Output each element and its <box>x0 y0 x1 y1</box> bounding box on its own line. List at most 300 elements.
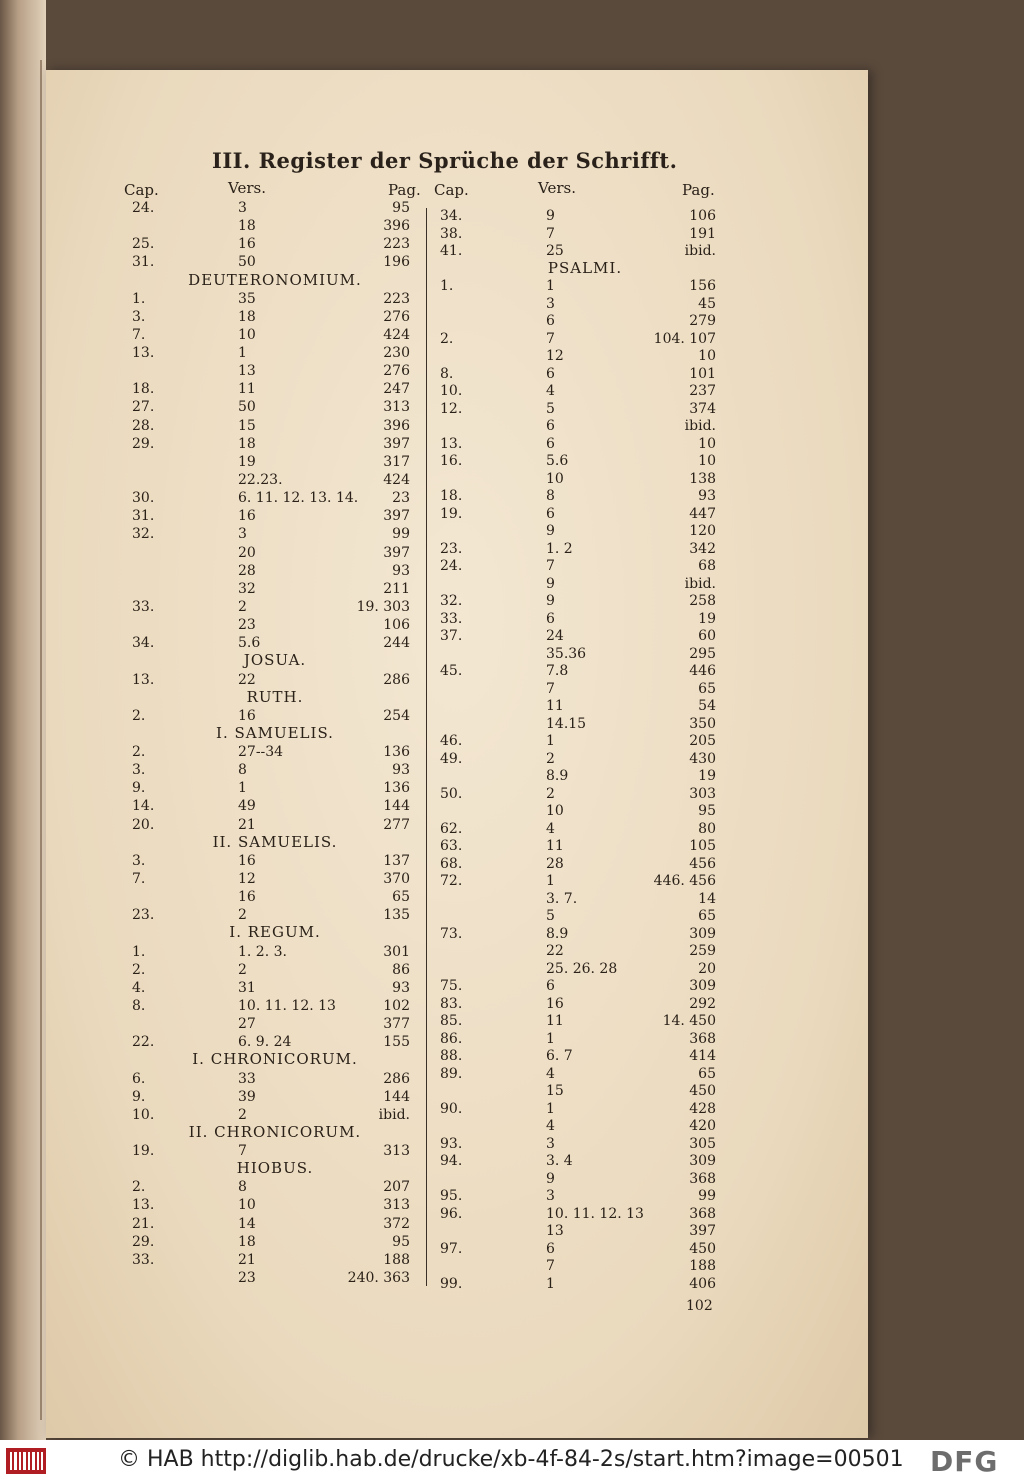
right-header-pag: Pag. <box>682 181 715 199</box>
index-pag: 428 <box>689 1100 716 1117</box>
index-cap: 1. <box>440 278 454 295</box>
left-header-vers: Vers. <box>228 179 266 197</box>
index-cap: 63. <box>440 838 463 855</box>
index-pag: 93 <box>392 762 410 779</box>
index-pag: 368 <box>689 1170 716 1187</box>
index-vers: 10 <box>546 470 564 487</box>
index-pag: 230 <box>383 345 410 362</box>
index-vers: 10 <box>238 326 256 343</box>
index-pag: 86 <box>392 961 410 978</box>
section-heading: I. CHRONICORUM. <box>192 1050 358 1069</box>
index-pag: ibid. <box>684 418 716 435</box>
copyright-url-text: © HAB http://diglib.hab.de/drucke/xb-4f-84-2s/start.htm?image=00501 <box>118 1447 904 1472</box>
index-pag: 102 <box>383 997 410 1014</box>
index-pag: 414 <box>689 1048 716 1065</box>
index-pag: 65 <box>392 889 410 906</box>
index-vers: 23 <box>238 617 256 634</box>
column-divider <box>426 208 427 1286</box>
index-vers: 1. 2 <box>546 540 573 557</box>
hab-barcode-icon <box>6 1448 46 1474</box>
index-vers: 6 <box>546 610 555 627</box>
index-cap: 62. <box>440 820 463 837</box>
index-pag: 397 <box>383 544 410 561</box>
index-cap: 13. <box>132 1197 155 1214</box>
index-pag: 397 <box>383 508 410 525</box>
left-header-pag: Pag. <box>388 181 421 199</box>
index-pag: 286 <box>383 671 410 688</box>
index-pag: 144 <box>383 1088 410 1105</box>
index-pag: 309 <box>689 925 716 942</box>
index-vers: 8.9 <box>546 768 569 785</box>
index-vers: 16 <box>238 852 256 869</box>
index-cap: 23. <box>440 540 463 557</box>
index-cap: 88. <box>440 1048 463 1065</box>
index-pag: 135 <box>383 907 410 924</box>
index-pag: 259 <box>689 943 716 960</box>
index-pag: 313 <box>383 399 410 416</box>
index-pag: 301 <box>383 943 410 960</box>
index-cap: 34. <box>440 208 463 224</box>
index-pag: 303 <box>689 785 716 802</box>
index-pag: 211 <box>383 580 410 597</box>
index-pag: 350 <box>689 715 716 732</box>
index-vers: 1 <box>546 1100 555 1117</box>
index-vers: 1. 2. 3. <box>238 943 287 960</box>
index-pag: 396 <box>383 218 410 235</box>
index-pag: 240. 363 <box>347 1270 410 1286</box>
index-vers: 13 <box>546 1223 564 1240</box>
index-pag: 450 <box>689 1083 716 1100</box>
index-cap: 8. <box>132 997 146 1014</box>
index-cap: 10. <box>132 1106 155 1123</box>
index-pag: 424 <box>383 326 410 343</box>
section-heading: HIOBUS. <box>236 1159 314 1178</box>
index-vers: 22.23. <box>238 472 283 489</box>
index-vers: 32 <box>238 580 256 597</box>
index-vers: 1 <box>238 345 247 362</box>
index-pag: 313 <box>383 1197 410 1214</box>
index-cap: 30. <box>132 490 155 507</box>
index-pag: 106 <box>689 208 716 224</box>
index-cap: 16. <box>440 453 463 470</box>
index-vers: 9 <box>546 1170 555 1187</box>
index-pag: 155 <box>383 1034 410 1051</box>
index-vers: 7 <box>546 558 555 575</box>
index-pag: 65 <box>698 908 716 925</box>
index-pag: 292 <box>689 995 716 1012</box>
index-vers: 3. 4 <box>546 1153 573 1170</box>
index-vers: 27 <box>238 1016 256 1033</box>
book-spine <box>40 60 42 1420</box>
index-vers: 16 <box>238 707 256 724</box>
index-pag: 104. 107 <box>653 330 716 347</box>
index-vers: 3 <box>238 200 247 216</box>
index-vers: 6. 9. 24 <box>238 1034 292 1051</box>
index-pag: 317 <box>383 453 410 470</box>
index-cap: 4. <box>132 979 146 996</box>
index-pag: 456 <box>689 855 716 872</box>
index-cap: 9. <box>132 1088 146 1105</box>
index-cap: 24. <box>440 558 463 575</box>
index-cap: 22. <box>132 1034 155 1051</box>
index-vers: 21 <box>238 1251 256 1268</box>
index-vers: 7.8 <box>546 663 569 680</box>
index-vers: 11 <box>546 698 564 715</box>
index-pag: 19 <box>698 610 716 627</box>
index-vers: 6 <box>546 418 555 435</box>
index-vers: 3 <box>546 1188 555 1205</box>
index-cap: 33. <box>132 598 155 615</box>
index-vers: 12 <box>238 871 256 888</box>
index-vers: 11 <box>546 1013 564 1030</box>
left-header-cap: Cap. <box>124 181 159 199</box>
index-vers: 35.36 <box>546 645 587 662</box>
index-pag: 244 <box>383 635 410 652</box>
index-cap: 72. <box>440 873 463 890</box>
index-vers: 1 <box>238 780 247 797</box>
index-cap: 25. <box>132 236 155 253</box>
index-pag: 279 <box>689 313 716 330</box>
index-pag: 396 <box>383 417 410 434</box>
index-vers: 14 <box>238 1215 256 1232</box>
index-pag: 450 <box>689 1240 716 1257</box>
index-pag: 196 <box>383 254 410 271</box>
index-cap: 1. <box>132 943 146 960</box>
index-cap: 45. <box>440 663 463 680</box>
index-vers: 9 <box>546 575 555 592</box>
index-vers: 25. 26. 28 <box>546 960 618 977</box>
index-vers: 2 <box>238 1106 247 1123</box>
index-cap: 95. <box>440 1188 463 1205</box>
index-cap: 32. <box>132 526 155 543</box>
index-pag: 377 <box>383 1016 410 1033</box>
index-cap: 32. <box>440 593 463 610</box>
index-pag: 188 <box>689 1258 716 1275</box>
index-pag: 95 <box>392 1233 410 1250</box>
index-pag: 10 <box>698 435 716 452</box>
index-vers: 6 <box>546 435 555 452</box>
index-cap: 19. <box>440 505 463 522</box>
index-vers: 3 <box>546 295 555 312</box>
index-pag: 136 <box>383 780 410 797</box>
index-cap: 46. <box>440 733 463 750</box>
index-cap: 38. <box>440 225 463 242</box>
index-vers: 7 <box>546 1258 555 1275</box>
index-pag: 258 <box>689 593 716 610</box>
index-cap: 13. <box>132 345 155 362</box>
index-pag: 374 <box>689 400 716 417</box>
index-pag: 223 <box>383 290 410 307</box>
index-pag: ibid. <box>378 1106 410 1123</box>
index-vers: 39 <box>238 1088 256 1105</box>
index-cap: 96. <box>440 1205 463 1222</box>
index-pag: 254 <box>383 707 410 724</box>
index-cap: 31. <box>132 508 155 525</box>
index-cap: 28. <box>132 417 155 434</box>
index-pag: 447 <box>689 505 716 522</box>
index-pag: 430 <box>689 750 716 767</box>
index-cap: 12. <box>440 400 463 417</box>
index-pag: 68 <box>698 558 716 575</box>
index-pag: 105 <box>689 838 716 855</box>
index-vers: 18 <box>238 218 256 235</box>
index-pag: 286 <box>383 1070 410 1087</box>
index-cap: 2. <box>132 707 146 724</box>
section-heading: JOSUA. <box>243 651 307 670</box>
index-vers: 8 <box>238 762 247 779</box>
index-vers: 8 <box>546 488 555 505</box>
index-cap: 93. <box>440 1135 463 1152</box>
index-vers: 3 <box>546 1135 555 1152</box>
index-pag: 65 <box>698 680 716 697</box>
index-vers: 28 <box>546 855 564 872</box>
index-vers: 33 <box>238 1070 256 1087</box>
index-vers: 10 <box>546 803 564 820</box>
index-vers: 13 <box>238 363 256 380</box>
index-cap: 7. <box>132 871 146 888</box>
index-pag: 144 <box>383 798 410 815</box>
index-pag: 276 <box>383 363 410 380</box>
index-cap: 94. <box>440 1153 463 1170</box>
index-pag: 19 <box>698 768 716 785</box>
index-pag: 93 <box>392 979 410 996</box>
index-pag: 370 <box>383 871 410 888</box>
index-cap: 27. <box>132 399 155 416</box>
index-vers: 4 <box>546 820 555 837</box>
index-cap: 68. <box>440 855 463 872</box>
index-vers: 1 <box>546 1276 555 1292</box>
index-pag: 276 <box>383 308 410 325</box>
index-vers: 15 <box>546 1083 564 1100</box>
index-pag: 247 <box>383 381 410 398</box>
index-pag: 14 <box>698 890 716 907</box>
index-vers: 6 <box>546 505 555 522</box>
index-pag: 446 <box>689 663 716 680</box>
index-cap: 90. <box>440 1100 463 1117</box>
right-header-vers: Vers. <box>538 179 576 197</box>
index-vers: 3. 7. <box>546 890 578 907</box>
index-vers: 35 <box>238 290 256 307</box>
index-cap: 9. <box>132 780 146 797</box>
index-cap: 89. <box>440 1065 463 1082</box>
index-vers: 7 <box>238 1143 247 1160</box>
index-vers: 14.15 <box>546 715 587 732</box>
index-vers: 12 <box>546 348 564 365</box>
index-cap: 3. <box>132 308 146 325</box>
index-cap: 2. <box>132 1179 146 1196</box>
index-cap: 24. <box>132 200 155 216</box>
index-pag: 446. 456 <box>653 873 716 890</box>
page-title: III. Register der Sprüche der Schrifft. <box>212 148 678 173</box>
index-pag: ibid. <box>684 243 716 260</box>
section-heading: I. REGUM. <box>229 923 321 942</box>
index-vers: 27--34 <box>238 744 284 761</box>
index-pag: 368 <box>689 1205 716 1222</box>
section-heading: PSALMI. <box>547 258 623 277</box>
section-heading: II. SAMUELIS. <box>212 832 338 851</box>
index-pag: 106 <box>383 617 410 634</box>
index-vers: 16 <box>238 508 256 525</box>
index-pag: 188 <box>383 1251 410 1268</box>
index-cap: 2. <box>132 961 146 978</box>
index-cap: 6. <box>132 1070 146 1087</box>
index-cap: 10. <box>440 383 463 400</box>
index-vers: 8 <box>238 1179 247 1196</box>
index-pag: 65 <box>698 1065 716 1082</box>
index-vers: 49 <box>238 798 256 815</box>
index-vers: 50 <box>238 399 256 416</box>
index-pag: 23 <box>392 490 410 507</box>
index-vers: 16 <box>546 995 564 1012</box>
section-heading: RUTH. <box>246 687 304 706</box>
index-pag: 14. 450 <box>662 1013 716 1030</box>
index-cap: 33. <box>132 1251 155 1268</box>
index-vers: 6 <box>546 978 555 995</box>
index-pag: 156 <box>689 278 716 295</box>
index-cap: 19. <box>132 1143 155 1160</box>
index-vers: 15 <box>238 417 256 434</box>
index-pag: 101 <box>689 365 716 382</box>
index-vers: 5 <box>546 400 555 417</box>
section-heading: DEUTERONOMIUM. <box>188 270 362 289</box>
index-vers: 2 <box>238 907 247 924</box>
index-vers: 4 <box>546 383 555 400</box>
index-pag: 313 <box>383 1143 410 1160</box>
index-pag: ibid. <box>684 575 716 592</box>
index-cap: 75. <box>440 978 463 995</box>
index-vers: 6 <box>546 1240 555 1257</box>
index-vers: 19 <box>238 453 256 470</box>
index-pag: 10 <box>698 453 716 470</box>
index-vers: 1 <box>546 278 555 295</box>
index-vers: 7 <box>546 225 555 242</box>
index-pag: 277 <box>383 816 410 833</box>
index-cap: 13. <box>440 435 463 452</box>
index-pag: 138 <box>689 470 716 487</box>
index-pag: 99 <box>392 526 410 543</box>
index-cap: 13. <box>132 671 155 688</box>
index-cap: 29. <box>132 1233 155 1250</box>
index-pag: 45 <box>698 295 716 312</box>
index-pag: 60 <box>698 628 716 645</box>
index-vers: 10 <box>238 1197 256 1214</box>
index-pag: 99 <box>698 1188 716 1205</box>
index-cap: 29. <box>132 435 155 452</box>
background-right <box>868 0 1024 1440</box>
index-cap: 14. <box>132 798 155 815</box>
catchword: 102 <box>686 1298 713 1314</box>
index-vers: 20 <box>238 544 256 561</box>
index-pag: 420 <box>689 1118 716 1135</box>
index-pag: 95 <box>392 200 410 216</box>
index-cap: 23. <box>132 907 155 924</box>
index-pag: 368 <box>689 1030 716 1047</box>
index-pag: 80 <box>698 820 716 837</box>
index-vers: 28 <box>238 562 256 579</box>
index-cap: 7. <box>132 326 146 343</box>
right-header-cap: Cap. <box>434 181 469 199</box>
index-vers: 18 <box>238 308 256 325</box>
index-cap: 33. <box>440 610 463 627</box>
index-pag: 20 <box>698 960 716 977</box>
index-vers: 10. 11. 12. 13 <box>546 1205 644 1222</box>
index-vers: 23 <box>238 1270 256 1286</box>
index-pag: 424 <box>383 472 410 489</box>
dfg-logo: DFG <box>930 1445 999 1478</box>
index-pag: 406 <box>689 1276 716 1292</box>
index-vers: 24 <box>546 628 564 645</box>
index-cap: 2. <box>132 744 146 761</box>
index-cap: 31. <box>132 254 155 271</box>
index-cap: 73. <box>440 925 463 942</box>
index-vers: 50 <box>238 254 256 271</box>
index-pag: 309 <box>689 978 716 995</box>
index-vers: 5 <box>546 908 555 925</box>
index-cap: 3. <box>132 762 146 779</box>
index-vers: 4 <box>546 1118 555 1135</box>
index-vers: 2 <box>546 750 555 767</box>
index-cap: 37. <box>440 628 463 645</box>
index-vers: 18 <box>238 1233 256 1250</box>
index-vers: 10. 11. 12. 13 <box>238 997 336 1014</box>
index-vers: 8.9 <box>546 925 569 942</box>
index-vers: 3 <box>238 526 247 543</box>
index-cap: 49. <box>440 750 463 767</box>
index-vers: 11 <box>238 381 256 398</box>
index-pag: 372 <box>383 1215 410 1232</box>
index-cap: 85. <box>440 1013 463 1030</box>
index-vers: 9 <box>546 208 555 224</box>
index-cap: 34. <box>132 635 155 652</box>
index-vers: 9 <box>546 593 555 610</box>
index-pag: 137 <box>383 852 410 869</box>
index-vers: 5.6 <box>546 453 569 470</box>
index-cap: 86. <box>440 1030 463 1047</box>
index-pag: 397 <box>689 1223 716 1240</box>
index-vers: 16 <box>238 236 256 253</box>
index-pag: 191 <box>689 225 716 242</box>
index-vers: 21 <box>238 816 256 833</box>
index-cap: 1. <box>132 290 146 307</box>
index-pag: 120 <box>689 523 716 540</box>
index-vers: 2 <box>546 785 555 802</box>
index-cap: 2. <box>440 330 454 347</box>
index-vers: 18 <box>238 435 256 452</box>
index-cap: 50. <box>440 785 463 802</box>
index-cap: 41. <box>440 243 463 260</box>
index-vers: 22 <box>546 943 564 960</box>
index-vers: 2 <box>238 961 247 978</box>
index-vers: 7 <box>546 680 555 697</box>
index-vers: 9 <box>546 523 555 540</box>
index-pag: 10 <box>698 348 716 365</box>
index-vers: 1 <box>546 733 555 750</box>
index-vers: 6 <box>546 365 555 382</box>
index-pag: 397 <box>383 435 410 452</box>
index-vers: 16 <box>238 889 256 906</box>
index-vers: 6. 11. 12. 13. 14. <box>238 490 359 507</box>
index-vers: 31 <box>238 979 256 996</box>
index-cap: 97. <box>440 1240 463 1257</box>
index-vers: 6 <box>546 313 555 330</box>
index-cap: 18. <box>440 488 463 505</box>
index-vers: 1 <box>546 873 555 890</box>
index-pag: 95 <box>698 803 716 820</box>
index-pag: 54 <box>698 698 716 715</box>
section-heading: II. CHRONICORUM. <box>188 1122 362 1141</box>
index-pag: 136 <box>383 744 410 761</box>
index-cap: 20. <box>132 816 155 833</box>
